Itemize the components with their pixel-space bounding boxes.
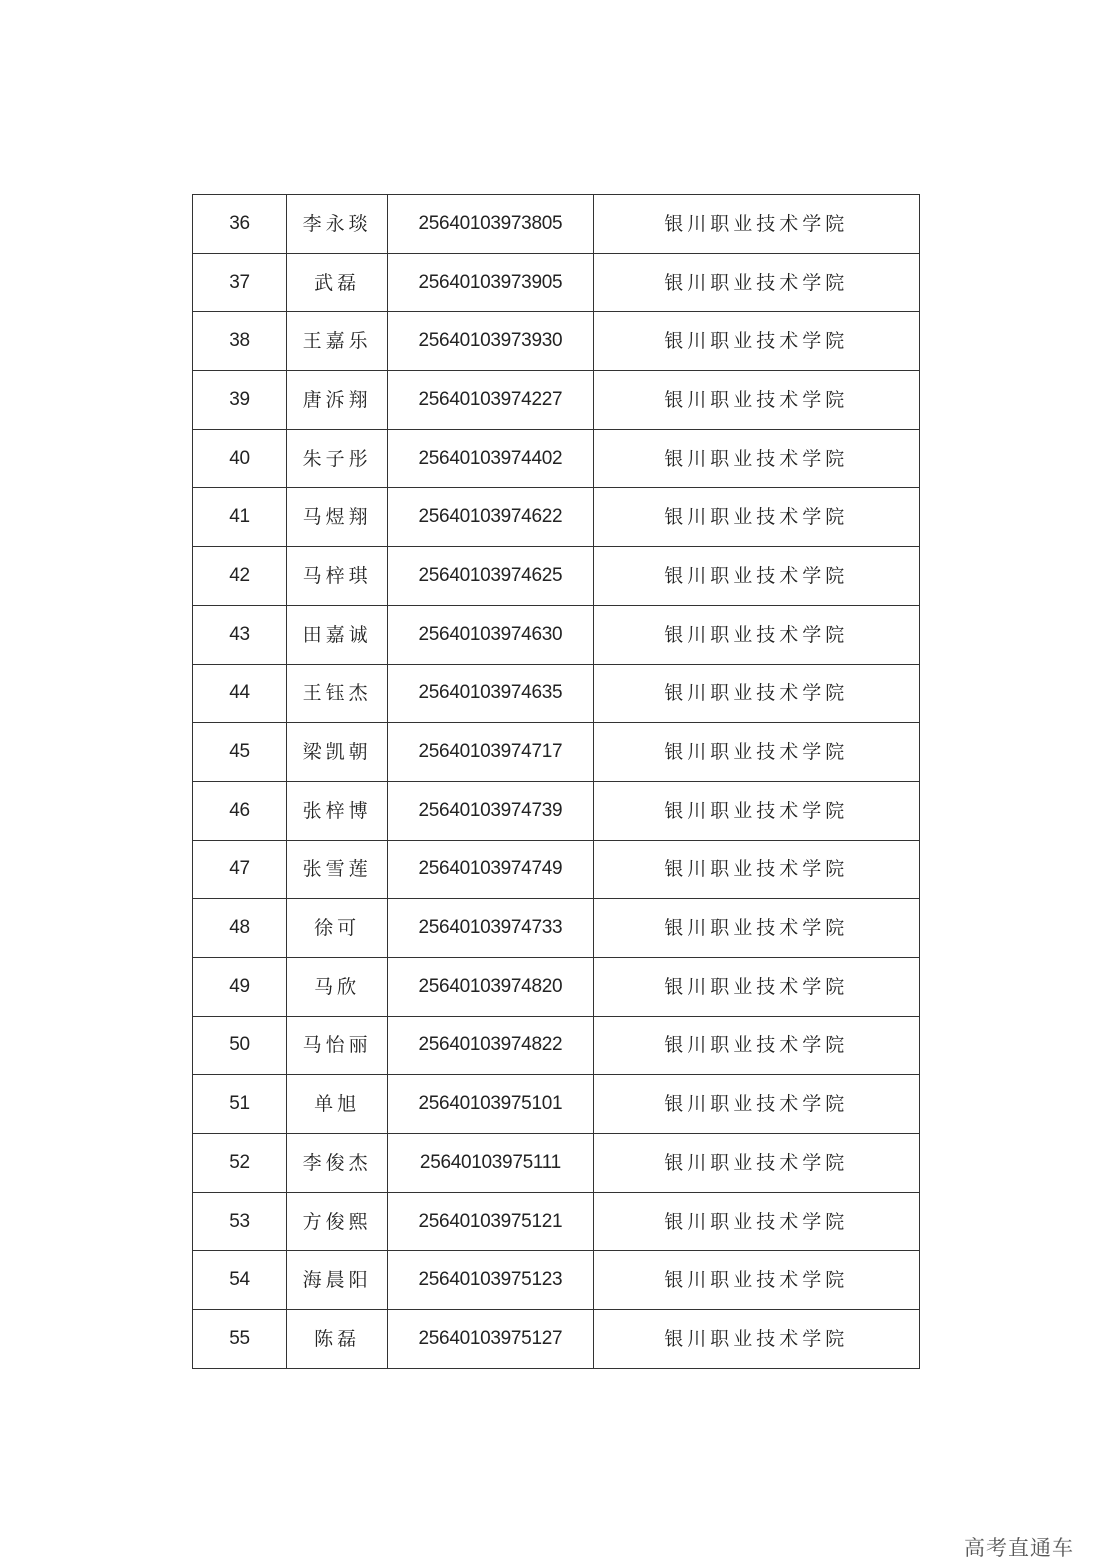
student-name-cell: 马煜翔 [287,488,388,547]
row-number-cell: 54 [193,1251,287,1310]
student-name-cell: 王嘉乐 [287,312,388,371]
candidate-id-cell: 25640103974625 [388,547,593,606]
candidate-id-cell: 25640103974622 [388,488,593,547]
student-name-cell: 马怡丽 [287,1016,388,1075]
row-number-cell: 44 [193,664,287,723]
table-row [193,1134,920,1193]
candidate-id-cell: 25640103974733 [388,899,593,958]
student-name-cell: 海晨阳 [287,1251,388,1310]
student-name-cell: 张雪莲 [287,840,388,899]
school-name-cell: 银川职业技术学院 [593,957,919,1016]
row-number-cell: 36 [193,195,287,254]
student-name-cell: 王钰杰 [287,664,388,723]
table-row [193,1251,920,1310]
row-number-cell: 52 [193,1134,287,1193]
school-name-cell: 银川职业技术学院 [593,429,919,488]
candidate-id-cell: 25640103973805 [388,195,593,254]
row-number-cell: 55 [193,1310,287,1369]
row-number-cell: 42 [193,547,287,606]
row-number-cell: 46 [193,781,287,840]
row-number-cell: 43 [193,605,287,664]
table-row [193,664,920,723]
candidate-id-cell: 25640103973905 [388,253,593,312]
candidate-id-cell: 25640103974227 [388,371,593,430]
school-name-cell: 银川职业技术学院 [593,1192,919,1251]
school-name-cell: 银川职业技术学院 [593,1310,919,1369]
school-name-cell: 银川职业技术学院 [593,840,919,899]
table-row [193,605,920,664]
table-row [193,253,920,312]
school-name-cell: 银川职业技术学院 [593,371,919,430]
school-name-cell: 银川职业技术学院 [593,899,919,958]
school-name-cell: 银川职业技术学院 [593,781,919,840]
row-number-cell: 50 [193,1016,287,1075]
table-row [193,1016,920,1075]
row-number-cell: 39 [193,371,287,430]
candidate-id-cell: 25640103975127 [388,1310,593,1369]
candidate-id-cell: 25640103974820 [388,957,593,1016]
school-name-cell: 银川职业技术学院 [593,195,919,254]
table-row [193,429,920,488]
table-row [193,547,920,606]
candidate-id-cell: 25640103975123 [388,1251,593,1310]
table-row [193,723,920,782]
row-number-cell: 53 [193,1192,287,1251]
row-number-cell: 45 [193,723,287,782]
school-name-cell: 银川职业技术学院 [593,1251,919,1310]
candidate-id-cell: 25640103975121 [388,1192,593,1251]
table-row [193,957,920,1016]
student-name-cell: 陈磊 [287,1310,388,1369]
student-name-cell: 马梓琪 [287,547,388,606]
table-row [193,781,920,840]
student-name-cell: 唐泝翔 [287,371,388,430]
table-row [193,1192,920,1251]
admission-table [192,194,920,1369]
row-number-cell: 41 [193,488,287,547]
candidate-id-cell: 25640103974402 [388,429,593,488]
row-number-cell: 38 [193,312,287,371]
student-name-cell: 单旭 [287,1075,388,1134]
student-name-cell: 李永琰 [287,195,388,254]
student-name-cell: 田嘉诚 [287,605,388,664]
candidate-id-cell: 25640103975101 [388,1075,593,1134]
table-row [193,371,920,430]
student-name-cell: 方俊熙 [287,1192,388,1251]
watermark-text: 高考直通车 [964,1536,1074,1560]
school-name-cell: 银川职业技术学院 [593,312,919,371]
student-name-cell: 张梓博 [287,781,388,840]
student-name-cell: 武磊 [287,253,388,312]
candidate-id-cell: 25640103974749 [388,840,593,899]
table-row [193,899,920,958]
candidate-id-cell: 25640103974717 [388,723,593,782]
row-number-cell: 37 [193,253,287,312]
student-name-cell: 马欣 [287,957,388,1016]
school-name-cell: 银川职业技术学院 [593,1134,919,1193]
candidate-id-cell: 25640103974630 [388,605,593,664]
table-body [193,195,920,1369]
school-name-cell: 银川职业技术学院 [593,605,919,664]
row-number-cell: 51 [193,1075,287,1134]
school-name-cell: 银川职业技术学院 [593,253,919,312]
candidate-id-cell: 25640103974822 [388,1016,593,1075]
row-number-cell: 40 [193,429,287,488]
student-name-cell: 李俊杰 [287,1134,388,1193]
candidate-id-cell: 25640103973930 [388,312,593,371]
table-row [193,840,920,899]
row-number-cell: 47 [193,840,287,899]
table-row [193,1310,920,1369]
school-name-cell: 银川职业技术学院 [593,488,919,547]
school-name-cell: 银川职业技术学院 [593,1016,919,1075]
table-row [193,195,920,254]
row-number-cell: 48 [193,899,287,958]
student-name-cell: 梁凯朝 [287,723,388,782]
student-name-cell: 朱子彤 [287,429,388,488]
school-name-cell: 银川职业技术学院 [593,723,919,782]
school-name-cell: 银川职业技术学院 [593,547,919,606]
school-name-cell: 银川职业技术学院 [593,664,919,723]
candidate-id-cell: 25640103974739 [388,781,593,840]
school-name-cell: 银川职业技术学院 [593,1075,919,1134]
candidate-id-cell: 25640103975111 [388,1134,593,1193]
student-name-cell: 徐可 [287,899,388,958]
row-number-cell: 49 [193,957,287,1016]
table-row [193,312,920,371]
table-row [193,488,920,547]
candidate-id-cell: 25640103974635 [388,664,593,723]
table-row [193,1075,920,1134]
